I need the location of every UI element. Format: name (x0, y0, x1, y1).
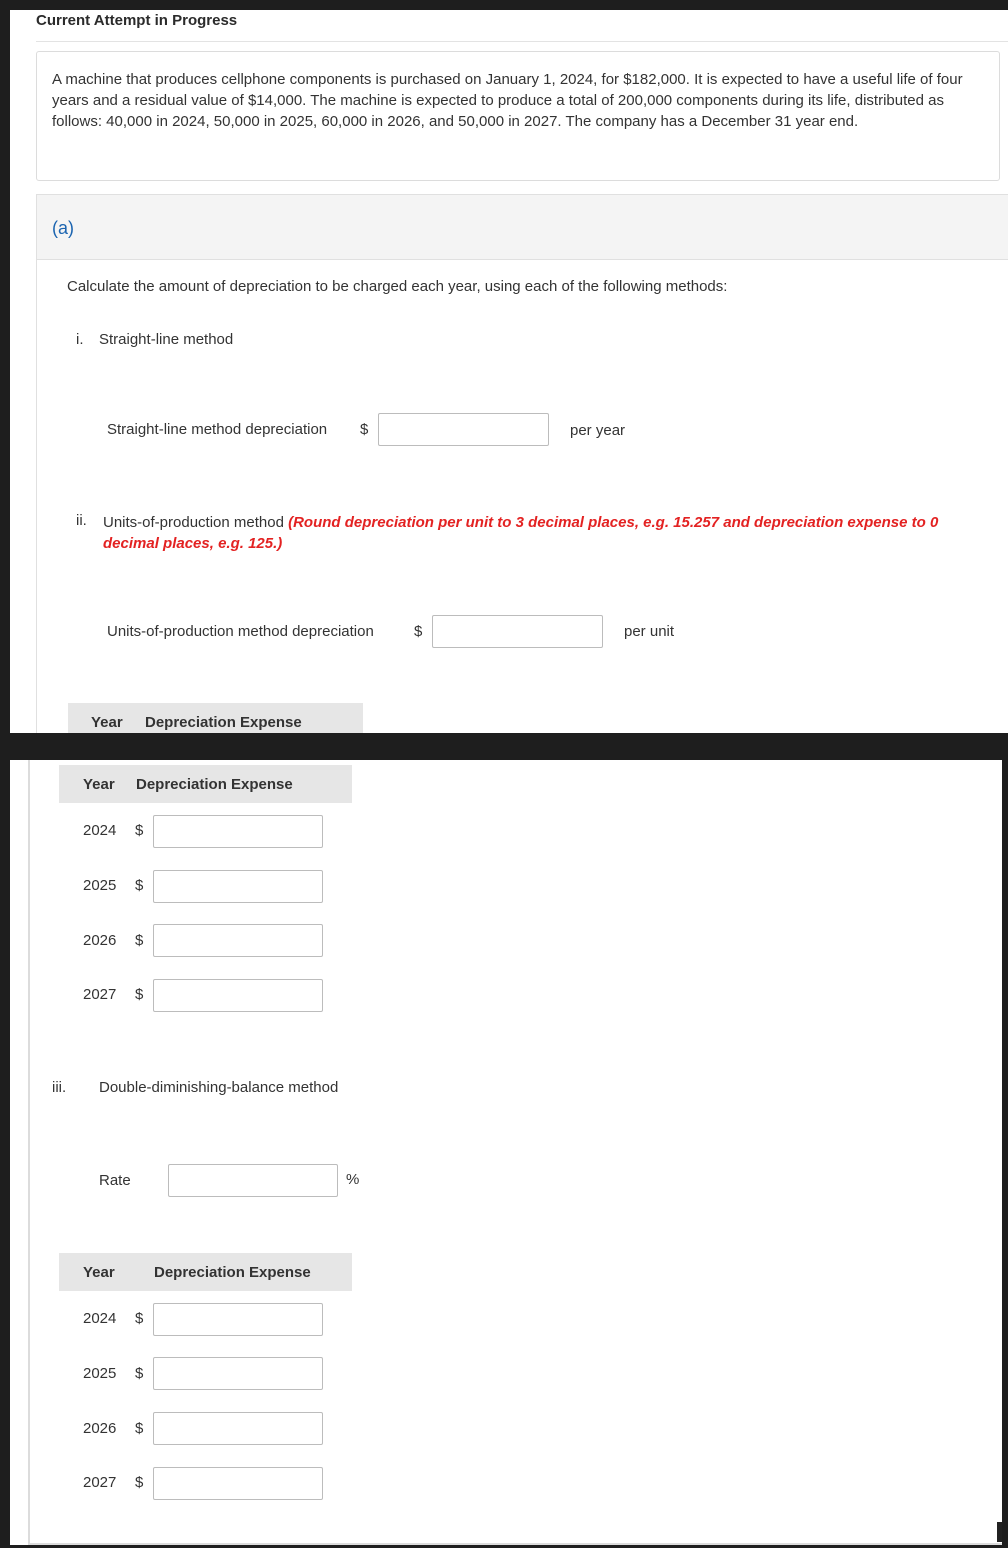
ddb-heading: Double-diminishing-balance method (99, 1079, 339, 1096)
row-currency: $ (135, 1474, 144, 1491)
part-label: (a) (52, 218, 74, 238)
col-depreciation-expense: Depreciation Expense (136, 776, 293, 793)
top-panel (10, 10, 1008, 733)
straight-line-depreciation-input[interactable] (378, 413, 549, 446)
uop-unit: per unit (624, 623, 675, 640)
row-currency: $ (135, 932, 144, 949)
ddb-numeral: iii. (52, 1079, 67, 1096)
row-year: 2026 (83, 1420, 117, 1437)
ddb-expense-2025-input[interactable] (153, 1357, 323, 1390)
ddb-rate-label: Rate (99, 1172, 131, 1189)
col-year: Year (91, 714, 123, 731)
uop-expense-2025-input[interactable] (153, 870, 323, 903)
row-currency: $ (135, 822, 144, 839)
row-currency: $ (135, 1420, 144, 1437)
row-year: 2027 (83, 986, 117, 1003)
col-depreciation-expense: Depreciation Expense (145, 714, 302, 731)
ddb-rate-unit: % (346, 1171, 360, 1188)
section-bottom-border (28, 1543, 1002, 1545)
col-depreciation-expense: Depreciation Expense (154, 1264, 311, 1281)
straight-line-currency: $ (360, 421, 369, 438)
problem-text: A machine that produces cellphone components is purchased on January 1, 2024, for $182,000. It is expected to have a useful life of four years and a residual value of $14,000. The machine is expected to produce a total of 200,000 components during its life, distributed as follows: 40,000 in 2024, 50,000 in 2025, 60,000 in 2026, and 50,000 in 2027. The company has a December 31 year end. (52, 71, 963, 130)
bottom-panel (10, 760, 1002, 1545)
straight-line-field-label: Straight-line method depreciation (107, 421, 328, 438)
uop-depreciation-per-unit-input[interactable] (432, 615, 603, 648)
instruction-text: Calculate the amount of depreciation to be charged each year, using each of the following methods: (67, 278, 728, 295)
problem-box (36, 51, 1000, 181)
title-divider (36, 41, 1008, 42)
row-year: 2026 (83, 932, 117, 949)
ddb-table-header (59, 1253, 352, 1291)
page-title: Current Attempt in Progress (36, 12, 238, 29)
col-year: Year (83, 776, 115, 793)
row-year: 2024 (83, 822, 117, 839)
ddb-expense-2027-input[interactable] (153, 1467, 323, 1500)
ddb-rate-input[interactable] (168, 1164, 338, 1197)
scroll-edge (997, 1522, 1002, 1542)
uop-numeral: ii. (76, 512, 87, 529)
uop-heading: Units-of-production method (103, 514, 284, 531)
uop-expense-2024-input[interactable] (153, 815, 323, 848)
ddb-expense-2026-input[interactable] (153, 1412, 323, 1445)
uop-expense-2026-input[interactable] (153, 924, 323, 957)
straight-line-unit: per year (570, 422, 626, 439)
uop-table-header-partial (68, 703, 363, 733)
row-currency: $ (135, 877, 144, 894)
uop-currency: $ (414, 623, 423, 640)
section-left-border (28, 760, 30, 1545)
uop-heading-block (103, 512, 973, 554)
row-year: 2025 (83, 877, 117, 894)
row-year: 2027 (83, 1474, 117, 1491)
straight-line-numeral: i. (76, 331, 84, 348)
col-year: Year (83, 1264, 115, 1281)
uop-expense-2027-input[interactable] (153, 979, 323, 1012)
ddb-expense-2024-input[interactable] (153, 1303, 323, 1336)
row-currency: $ (135, 986, 144, 1003)
row-currency: $ (135, 1310, 144, 1327)
uop-field-label: Units-of-production method depreciation (107, 623, 374, 640)
row-year: 2024 (83, 1310, 117, 1327)
uop-table-header (59, 765, 352, 803)
row-currency: $ (135, 1365, 144, 1382)
straight-line-heading: Straight-line method (99, 331, 234, 348)
uop-rounding-note: (Round depreciation per unit to 3 decimal places, e.g. 15.257 and depreciation expense to 0 decimal places, e.g. 125.) (103, 514, 939, 552)
part-a-header (36, 194, 1008, 259)
row-year: 2025 (83, 1365, 117, 1382)
